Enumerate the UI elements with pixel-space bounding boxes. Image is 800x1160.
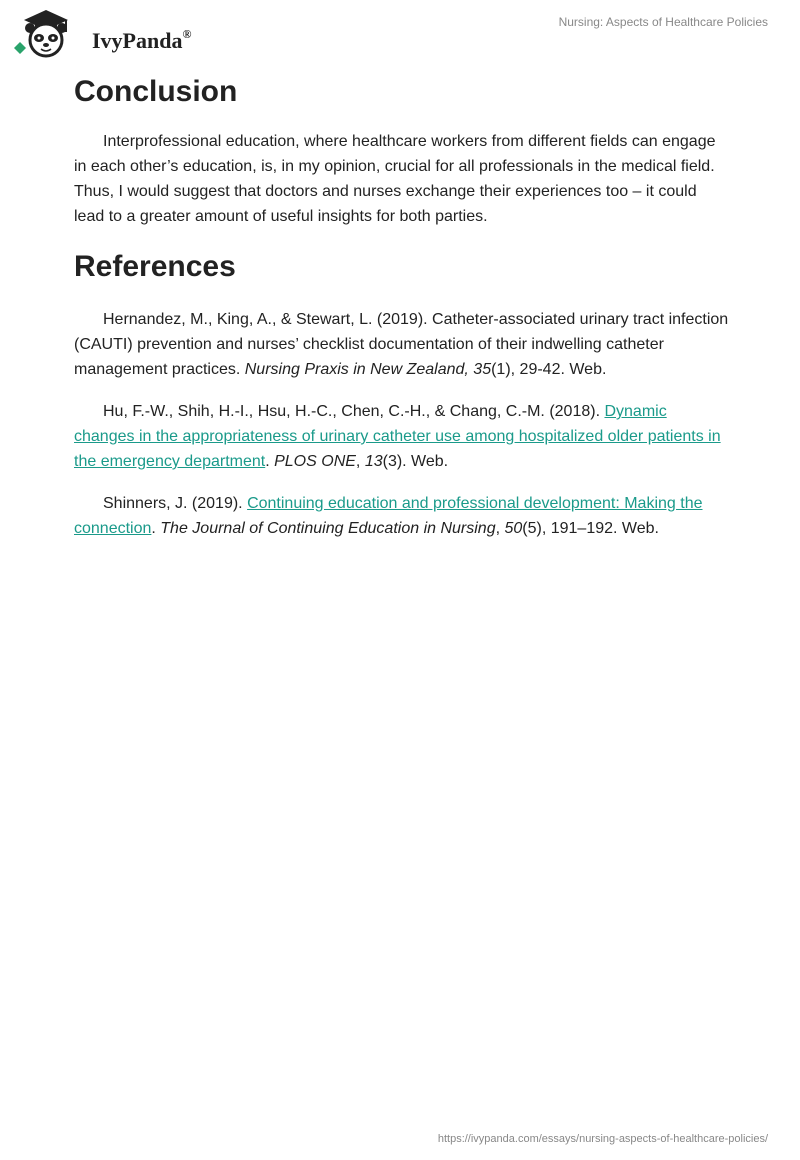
page-header — [0, 0, 800, 64]
reference-title-link[interactable]: Continuing education and professional development: Making the connection — [74, 495, 703, 537]
brand-logo[interactable] — [14, 8, 204, 60]
reference-item: Hernandez, M., King, A., & Stewart, L. (2019). Catheter-associated urinary tract infection (CAUTI) prevention and nurses’ checklist documentation of their indwelling catheter management practices. Nursing Praxis in New Zealand, 35(1), 29-42. Web. — [74, 311, 729, 378]
source-url[interactable]: https://ivypanda.com/essays/nursing-aspects-of-healthcare-policies/ — [437, 1133, 768, 1145]
reference-journal: Nursing Praxis in New Zealand, 35 — [244, 361, 492, 378]
reference-journal: PLOS ONE — [274, 453, 356, 470]
reference-volume: 50 — [504, 520, 523, 537]
reference-title-link[interactable]: Dynamic changes in the appropriateness of urinary catheter use among hospitalized older patients in the emergency department — [74, 403, 721, 470]
panda-graduate-icon — [14, 8, 80, 60]
reference-item: Hu, F.-W., Shih, H.-I., Hsu, H.-C., Chen, C.-H., & Chang, C.-M. (2018). Dynamic changes in the appropriateness of urinary catheter use among hospitalized older patients in the emergency department. PLOS ONE, 13(3). Web. — [74, 403, 721, 470]
conclusion-paragraph: Interprofessional education, where healthcare workers from different fields can engage in each other’s education, is, in my opinion, crucial for all professionals in the medical field. Thus, I would suggest that doctors and nurses exchange their experiences too – it could lead to a greater amount of useful insights for both parties. — [74, 133, 716, 225]
brand-name: IvyPanda® — [92, 27, 192, 53]
reference-journal: The Journal of Continuing Education in Nursing — [160, 520, 496, 537]
reference-item: Shinners, J. (2019). Continuing education and professional development: Making the connection. The Journal of Continuing Education in Nursing, 50(5), 191–192. Web. — [74, 495, 703, 537]
reference-volume: 13 — [364, 453, 383, 470]
document-title: Nursing: Aspects of Healthcare Policies — [558, 15, 768, 29]
conclusion-heading: Conclusion — [74, 75, 238, 108]
document-body — [74, 70, 730, 541]
registered-mark: ® — [182, 27, 192, 41]
references-heading: References — [74, 250, 236, 283]
